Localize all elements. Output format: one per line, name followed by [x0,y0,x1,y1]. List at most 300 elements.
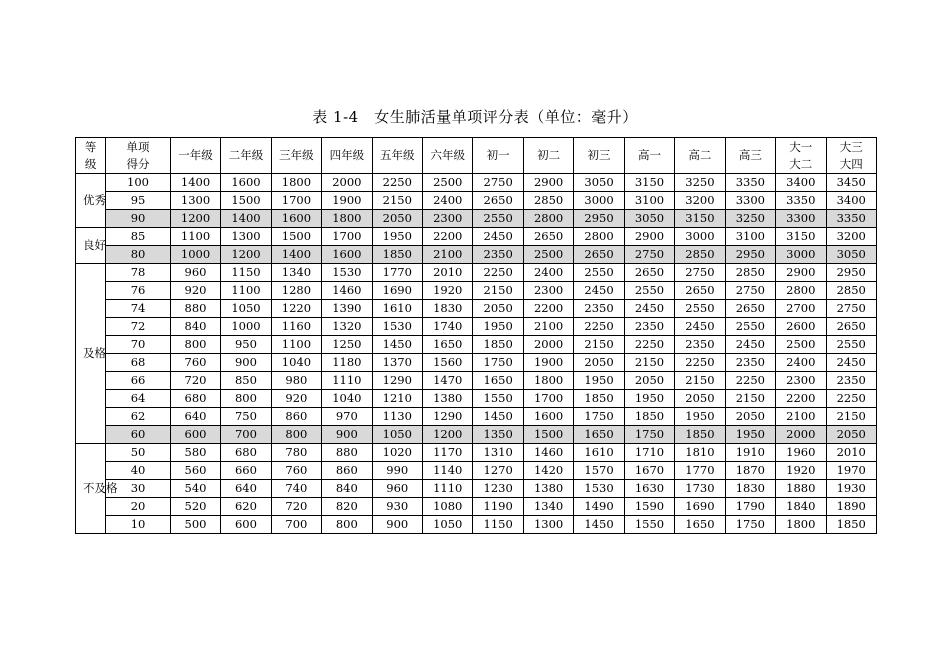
value-cell: 1530 [322,264,372,282]
value-cell: 1290 [372,372,422,390]
value-cell: 3000 [574,192,624,210]
value-cell: 2650 [523,228,573,246]
value-cell: 740 [271,480,321,498]
value-cell: 900 [221,354,271,372]
value-cell: 1650 [574,426,624,444]
value-cell: 2750 [624,246,674,264]
value-cell: 1900 [523,354,573,372]
value-cell: 780 [271,444,321,462]
value-cell: 1530 [574,480,624,498]
score-cell: 72 [106,318,171,336]
value-cell: 1100 [170,228,220,246]
table-row [76,426,877,444]
value-cell: 1950 [473,318,523,336]
value-cell: 1970 [826,462,877,480]
value-cell: 1880 [776,480,826,498]
table-row [76,390,877,408]
value-cell: 3300 [725,192,775,210]
value-cell: 2450 [473,228,523,246]
value-cell: 1400 [271,246,321,264]
value-cell: 1130 [372,408,422,426]
value-cell: 2850 [725,264,775,282]
header-col: 大三大四 [826,138,877,174]
value-cell: 2900 [624,228,674,246]
value-cell: 1000 [170,246,220,264]
table-row [76,228,877,246]
value-cell: 1810 [675,444,725,462]
value-cell: 1770 [372,264,422,282]
score-cell: 85 [106,228,171,246]
value-cell: 620 [221,498,271,516]
value-cell: 760 [170,354,220,372]
table-row [76,192,877,210]
value-cell: 3400 [826,192,877,210]
value-cell: 760 [271,462,321,480]
value-cell: 3050 [574,174,624,192]
value-cell: 1500 [221,192,271,210]
value-cell: 1550 [624,516,674,534]
value-cell: 1740 [423,318,473,336]
value-cell: 1050 [221,300,271,318]
value-cell: 2500 [776,336,826,354]
value-cell: 2550 [473,210,523,228]
value-cell: 1960 [776,444,826,462]
grade-cell: 优秀 [76,174,106,228]
table-title: 表 1-4 女生肺活量单项评分表（单位：毫升） [312,108,638,126]
value-cell: 1050 [423,516,473,534]
value-cell: 3250 [725,210,775,228]
value-cell: 1450 [574,516,624,534]
value-cell: 1920 [776,462,826,480]
value-cell: 1200 [423,426,473,444]
value-cell: 2050 [372,210,422,228]
value-cell: 2650 [826,318,877,336]
value-cell: 1850 [826,516,877,534]
value-cell: 1300 [523,516,573,534]
score-cell: 70 [106,336,171,354]
value-cell: 3150 [776,228,826,246]
table-row [76,480,877,498]
header-col: 三年级 [271,138,321,174]
value-cell: 1500 [271,228,321,246]
value-cell: 1770 [675,462,725,480]
value-cell: 1320 [322,318,372,336]
value-cell: 3200 [675,192,725,210]
value-cell: 1650 [675,516,725,534]
value-cell: 1610 [574,444,624,462]
value-cell: 2350 [725,354,775,372]
value-cell: 2700 [776,300,826,318]
value-cell: 1450 [473,408,523,426]
value-cell: 840 [322,480,372,498]
value-cell: 680 [170,390,220,408]
value-cell: 2550 [675,300,725,318]
value-cell: 1690 [372,282,422,300]
score-cell: 50 [106,444,171,462]
header-col: 大一大二 [776,138,826,174]
table-row [76,210,877,228]
value-cell: 1400 [221,210,271,228]
score-cell: 60 [106,426,171,444]
header-row [76,138,877,174]
value-cell: 2800 [523,210,573,228]
value-cell: 1700 [322,228,372,246]
value-cell: 2450 [574,282,624,300]
value-cell: 1380 [423,390,473,408]
value-cell: 2250 [574,318,624,336]
score-cell: 78 [106,264,171,282]
value-cell: 1100 [271,336,321,354]
value-cell: 3400 [776,174,826,192]
value-cell: 1200 [170,210,220,228]
value-cell: 1340 [523,498,573,516]
value-cell: 1800 [271,174,321,192]
value-cell: 1870 [725,462,775,480]
value-cell: 1160 [271,318,321,336]
value-cell: 3100 [624,192,674,210]
value-cell: 1650 [423,336,473,354]
value-cell: 920 [271,390,321,408]
value-cell: 1890 [826,498,877,516]
value-cell: 930 [372,498,422,516]
value-cell: 560 [170,462,220,480]
table-row [76,246,877,264]
value-cell: 900 [322,426,372,444]
value-cell: 960 [170,264,220,282]
score-cell: 66 [106,372,171,390]
value-cell: 840 [170,318,220,336]
value-cell: 3050 [826,246,877,264]
value-cell: 1460 [523,444,573,462]
value-cell: 2400 [776,354,826,372]
value-cell: 1350 [473,426,523,444]
value-cell: 990 [372,462,422,480]
value-cell: 1290 [423,408,473,426]
value-cell: 2250 [675,354,725,372]
value-cell: 1150 [221,264,271,282]
value-cell: 1730 [675,480,725,498]
table-row [76,174,877,192]
value-cell: 2750 [826,300,877,318]
value-cell: 2900 [776,264,826,282]
value-cell: 660 [221,462,271,480]
value-cell: 2150 [372,192,422,210]
value-cell: 1190 [473,498,523,516]
value-cell: 3150 [624,174,674,192]
value-cell: 2300 [523,282,573,300]
value-cell: 1700 [523,390,573,408]
table-row [76,444,877,462]
value-cell: 800 [170,336,220,354]
value-cell: 1600 [271,210,321,228]
score-cell: 76 [106,282,171,300]
value-cell: 1400 [170,174,220,192]
value-cell: 1340 [271,264,321,282]
value-cell: 2050 [725,408,775,426]
value-cell: 2150 [574,336,624,354]
header-col: 高二 [675,138,725,174]
value-cell: 2250 [372,174,422,192]
value-cell: 1560 [423,354,473,372]
value-cell: 720 [170,372,220,390]
table-body [76,174,877,534]
value-cell: 2800 [574,228,624,246]
value-cell: 3000 [675,228,725,246]
value-cell: 700 [221,426,271,444]
value-cell: 820 [322,498,372,516]
value-cell: 640 [170,408,220,426]
value-cell: 1020 [372,444,422,462]
table-row [76,354,877,372]
value-cell: 1450 [372,336,422,354]
value-cell: 2150 [473,282,523,300]
value-cell: 2450 [725,336,775,354]
value-cell: 1000 [221,318,271,336]
value-cell: 1040 [271,354,321,372]
header-grade: 等级 [76,138,106,174]
value-cell: 1670 [624,462,674,480]
value-cell: 1180 [322,354,372,372]
value-cell: 2200 [776,390,826,408]
value-cell: 2150 [624,354,674,372]
value-cell: 1370 [372,354,422,372]
value-cell: 2010 [423,264,473,282]
value-cell: 1950 [574,372,624,390]
value-cell: 1630 [624,480,674,498]
value-cell: 2950 [725,246,775,264]
table-row [76,282,877,300]
value-cell: 1140 [423,462,473,480]
value-cell: 2650 [675,282,725,300]
grade-cell: 良好 [76,228,106,264]
score-table [75,137,877,534]
value-cell: 3100 [725,228,775,246]
value-cell: 2250 [725,372,775,390]
value-cell: 2750 [675,264,725,282]
value-cell: 900 [372,516,422,534]
value-cell: 700 [271,516,321,534]
value-cell: 2000 [776,426,826,444]
value-cell: 2300 [776,372,826,390]
value-cell: 2500 [523,246,573,264]
value-cell: 2200 [523,300,573,318]
value-cell: 1470 [423,372,473,390]
score-cell: 10 [106,516,171,534]
value-cell: 2250 [624,336,674,354]
value-cell: 2150 [725,390,775,408]
value-cell: 1830 [725,480,775,498]
value-cell: 2500 [423,174,473,192]
score-cell: 100 [106,174,171,192]
score-cell: 30 [106,480,171,498]
value-cell: 1690 [675,498,725,516]
value-cell: 1200 [221,246,271,264]
header-col: 六年级 [423,138,473,174]
value-cell: 2600 [776,318,826,336]
value-cell: 1600 [322,246,372,264]
score-cell: 20 [106,498,171,516]
value-cell: 1750 [574,408,624,426]
value-cell: 2850 [675,246,725,264]
value-cell: 2050 [473,300,523,318]
value-cell: 1280 [271,282,321,300]
value-cell: 1310 [473,444,523,462]
header-col: 高三 [725,138,775,174]
value-cell: 2750 [725,282,775,300]
value-cell: 1700 [271,192,321,210]
value-cell: 2850 [826,282,877,300]
value-cell: 2050 [574,354,624,372]
value-cell: 3300 [776,210,826,228]
value-cell: 2450 [675,318,725,336]
value-cell: 1950 [725,426,775,444]
value-cell: 2550 [826,336,877,354]
value-cell: 1100 [221,282,271,300]
value-cell: 2950 [826,264,877,282]
score-cell: 62 [106,408,171,426]
value-cell: 1300 [170,192,220,210]
value-cell: 3350 [826,210,877,228]
value-cell: 1850 [675,426,725,444]
value-cell: 1590 [624,498,674,516]
value-cell: 600 [170,426,220,444]
value-cell: 1530 [372,318,422,336]
value-cell: 1850 [473,336,523,354]
value-cell: 680 [221,444,271,462]
value-cell: 1800 [776,516,826,534]
value-cell: 2150 [675,372,725,390]
value-cell: 2200 [423,228,473,246]
value-cell: 2400 [423,192,473,210]
value-cell: 1930 [826,480,877,498]
value-cell: 970 [322,408,372,426]
table-row [76,300,877,318]
grade-cell: 不及格 [76,444,106,534]
value-cell: 2350 [473,246,523,264]
value-cell: 3000 [776,246,826,264]
value-cell: 1750 [624,426,674,444]
value-cell: 600 [221,516,271,534]
header-col: 初二 [523,138,573,174]
value-cell: 1110 [322,372,372,390]
value-cell: 950 [221,336,271,354]
value-cell: 2550 [574,264,624,282]
value-cell: 2750 [473,174,523,192]
value-cell: 2650 [624,264,674,282]
value-cell: 2400 [523,264,573,282]
value-cell: 2150 [826,408,877,426]
value-cell: 1380 [523,480,573,498]
value-cell: 520 [170,498,220,516]
value-cell: 1220 [271,300,321,318]
value-cell: 1800 [523,372,573,390]
value-cell: 2000 [322,174,372,192]
value-cell: 1830 [423,300,473,318]
value-cell: 1790 [725,498,775,516]
value-cell: 2350 [826,372,877,390]
value-cell: 1950 [675,408,725,426]
value-cell: 580 [170,444,220,462]
value-cell: 2050 [826,426,877,444]
value-cell: 1900 [322,192,372,210]
score-cell: 68 [106,354,171,372]
value-cell: 2010 [826,444,877,462]
value-cell: 1390 [322,300,372,318]
table-row [76,264,877,282]
value-cell: 1650 [473,372,523,390]
value-cell: 2350 [624,318,674,336]
value-cell: 2100 [423,246,473,264]
value-cell: 1710 [624,444,674,462]
value-cell: 3450 [826,174,877,192]
value-cell: 2900 [523,174,573,192]
value-cell: 880 [322,444,372,462]
value-cell: 1150 [473,516,523,534]
table-row [76,462,877,480]
value-cell: 1210 [372,390,422,408]
value-cell: 3350 [776,192,826,210]
grade-cell: 及格 [76,264,106,444]
value-cell: 1490 [574,498,624,516]
table-row [76,516,877,534]
score-cell: 64 [106,390,171,408]
value-cell: 1050 [372,426,422,444]
table-row [76,408,877,426]
value-cell: 850 [221,372,271,390]
value-cell: 1170 [423,444,473,462]
score-cell: 74 [106,300,171,318]
value-cell: 2850 [523,192,573,210]
score-cell: 40 [106,462,171,480]
value-cell: 2350 [675,336,725,354]
header-col: 五年级 [372,138,422,174]
value-cell: 1110 [423,480,473,498]
value-cell: 2650 [574,246,624,264]
value-cell: 1600 [523,408,573,426]
header-col: 初三 [574,138,624,174]
header-col: 四年级 [322,138,372,174]
value-cell: 1850 [624,408,674,426]
value-cell: 880 [170,300,220,318]
value-cell: 1600 [221,174,271,192]
value-cell: 1550 [473,390,523,408]
value-cell: 960 [372,480,422,498]
value-cell: 1850 [372,246,422,264]
table-row [76,336,877,354]
value-cell: 2450 [624,300,674,318]
value-cell: 640 [221,480,271,498]
value-cell: 720 [271,498,321,516]
value-cell: 750 [221,408,271,426]
value-cell: 1570 [574,462,624,480]
value-cell: 3150 [675,210,725,228]
value-cell: 1750 [725,516,775,534]
value-cell: 2550 [725,318,775,336]
value-cell: 1840 [776,498,826,516]
value-cell: 1270 [473,462,523,480]
value-cell: 2950 [574,210,624,228]
value-cell: 2050 [675,390,725,408]
value-cell: 860 [322,462,372,480]
value-cell: 800 [271,426,321,444]
value-cell: 2650 [473,192,523,210]
value-cell: 1040 [322,390,372,408]
value-cell: 2550 [624,282,674,300]
value-cell: 1850 [574,390,624,408]
value-cell: 3350 [725,174,775,192]
value-cell: 2100 [776,408,826,426]
value-cell: 3250 [675,174,725,192]
